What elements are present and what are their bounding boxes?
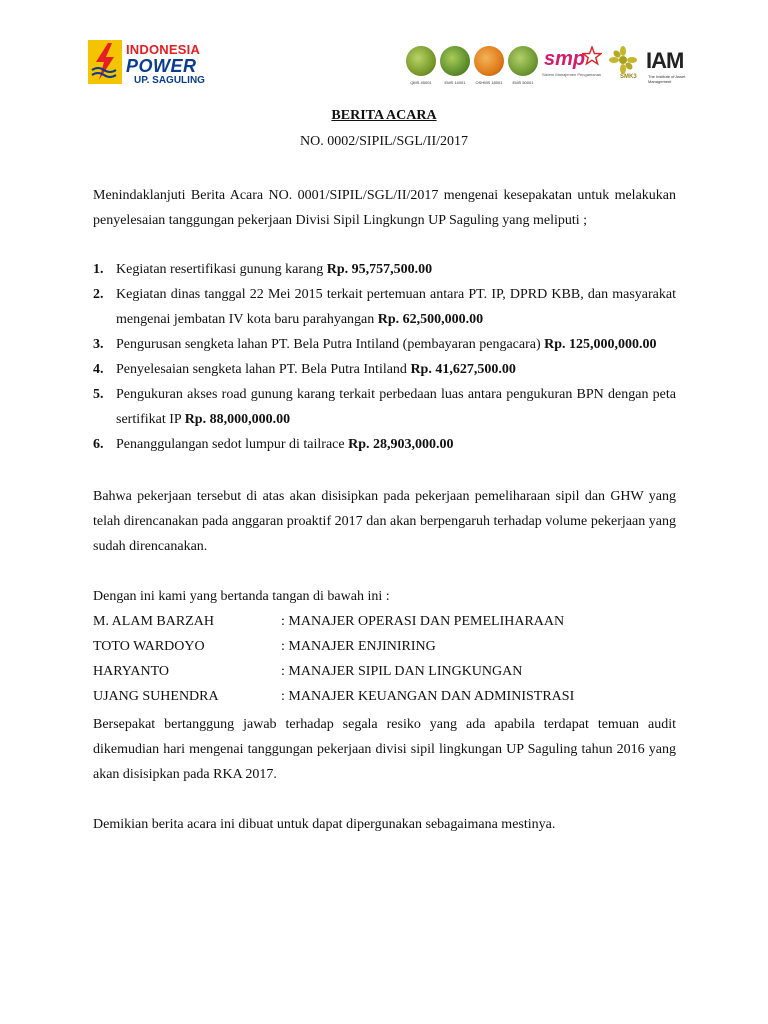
item-number: 3. xyxy=(93,337,104,352)
company-name-line1: INDONESIA xyxy=(126,42,201,57)
list-item xyxy=(93,332,676,357)
list-item xyxy=(93,282,676,332)
certification-label-3: OSHMS 18001 xyxy=(475,80,503,85)
agreement-paragraph: Bersepakat bertanggung jawab terhadap segala resiko yang ada apabila terdapat temuan audit dikemudian hari mengenai tanggungan pekerjaan divisi sipil lingkungan UP Saguling tahun 2016 yang akan disisipkan pada RKA 2017. xyxy=(93,717,676,782)
certification-badge-4-icon xyxy=(508,46,538,76)
company-unit: UP. SAGULING xyxy=(134,75,205,86)
work-items-list xyxy=(93,257,676,457)
certification-badge-2-icon xyxy=(440,46,470,76)
item-text: Kegiatan dinas tanggal 22 Mei 2015 terkait pertemuan antara PT. IP, DPRD KBB, dan masyarakat mengenai jembatan IV kota baru parahyangan xyxy=(116,287,676,327)
star-icon xyxy=(582,46,602,66)
list-item xyxy=(93,257,676,282)
item-text: Penyelesaian sengketa lahan PT. Bela Putra Intiland xyxy=(116,362,411,377)
iam-caption: The Institute of Asset Management xyxy=(648,74,686,84)
item-number: 2. xyxy=(93,287,104,302)
item-amount: Rp. 62,500,000.00 xyxy=(377,312,484,327)
item-number: 4. xyxy=(93,362,104,377)
list-item xyxy=(93,382,676,432)
lightning-icon xyxy=(88,40,122,84)
impact-paragraph: Bahwa pekerjaan tersebut di atas akan disisipkan pada pekerjaan pemeliharaan sipil dan GHW yang telah direncanakan pada anggaran proaktif 2017 dan akan berpengaruh terhadap volume pekerjaan yang sudah direncanakan. xyxy=(93,489,676,554)
item-amount: Rp. 88,000,000.00 xyxy=(184,412,291,427)
intro-paragraph: Menindaklanjuti Berita Acara NO. 0001/SIPIL/SGL/II/2017 mengenai kesepakatan untuk melakukan penyelesaian tanggungan pekerjaan Divisi Sipil Lingkungn UP Saguling yang meliputi ; xyxy=(93,188,676,228)
iam-logo: IAM xyxy=(646,48,684,73)
smp-logo: smp xyxy=(544,48,586,70)
document-title: BERITA ACARA xyxy=(331,108,437,123)
item-text: Kegiatan resertifikasi gunung karang xyxy=(116,262,327,277)
item-amount: Rp. 95,757,500.00 xyxy=(326,262,433,277)
list-item xyxy=(93,357,676,382)
signatory-name: HARYANTO xyxy=(93,664,169,679)
list-item xyxy=(93,432,676,457)
signatory-role: : MANAJER SIPIL DAN LINGKUNGAN xyxy=(281,664,523,679)
signatory-role: : MANAJER ENJINIRING xyxy=(281,639,436,654)
smk3-logo: SMK3 xyxy=(620,74,637,80)
item-number: 5. xyxy=(93,387,104,402)
item-number: 1. xyxy=(93,262,104,277)
signatory-role: : MANAJER OPERASI DAN PEMELIHARAAN xyxy=(281,614,565,629)
signatory-row xyxy=(93,684,676,709)
signatory-list xyxy=(93,609,676,709)
signatory-name: M. ALAM BARZAH xyxy=(93,614,214,629)
signatory-name: TOTO WARDOYO xyxy=(93,639,205,654)
company-name xyxy=(126,42,205,87)
company-logo xyxy=(88,40,228,92)
signatory-role: : MANAJER KEUANGAN DAN ADMINISTRASI xyxy=(281,689,575,704)
signatory-name: UJANG SUHENDRA xyxy=(93,689,219,704)
item-amount: Rp. 125,000,000.00 xyxy=(544,337,657,352)
item-text: Penanggulangan sedot lumpur di tailrace xyxy=(116,437,349,452)
item-amount: Rp. 28,903,000.00 xyxy=(348,437,454,452)
signatory-intro: Dengan ini kami yang bertanda tangan di bawah ini : xyxy=(93,589,390,604)
certification-label-4: EMS 50001 xyxy=(512,80,534,85)
document-number: NO. 0002/SIPIL/SGL/II/2017 xyxy=(300,134,468,149)
item-number: 6. xyxy=(93,437,104,452)
certification-label-2: EMS 14001 xyxy=(444,80,466,85)
certification-badge-3-icon xyxy=(474,46,504,76)
smk3-flower-icon xyxy=(608,46,638,86)
signatory-row xyxy=(93,634,676,659)
certification-label-1: QMS 45001 xyxy=(410,80,432,85)
smp-caption: Sistem Manajemen Pengamanan xyxy=(542,72,602,77)
signatory-row xyxy=(93,609,676,634)
certification-logos xyxy=(406,42,696,92)
certification-badge-1-icon xyxy=(406,46,436,76)
closing-paragraph: Demikian berita acara ini dibuat untuk dapat dipergunakan sebagaimana mestinya. xyxy=(93,817,556,832)
item-amount: Rp. 41,627,500.00 xyxy=(410,362,516,377)
company-name-line2: POWER xyxy=(126,56,197,76)
signatory-row xyxy=(93,659,676,684)
item-text: Pengukuran akses road gunung karang terkait perbedaan luas antara pengukuran BPN dengan peta sertifikat IP xyxy=(116,387,676,427)
item-text: Pengurusan sengketa lahan PT. Bela Putra Intiland (pembayaran pengacara) xyxy=(116,337,545,352)
